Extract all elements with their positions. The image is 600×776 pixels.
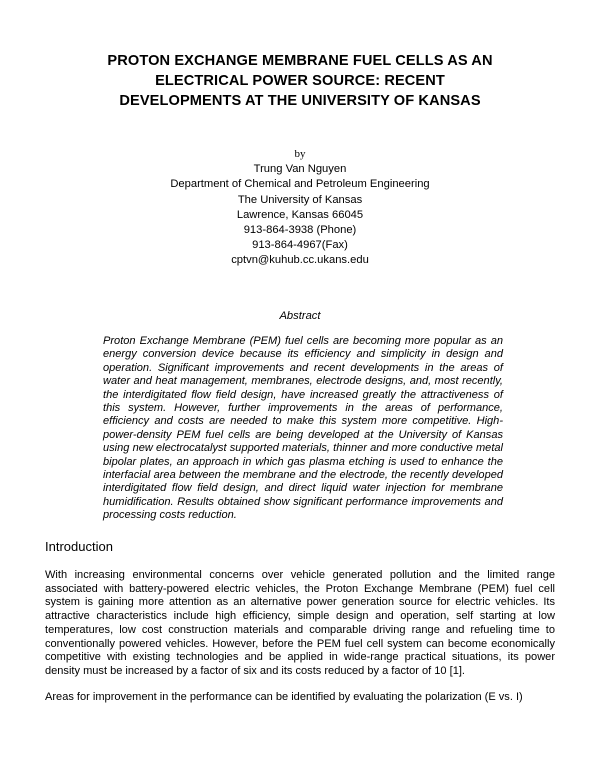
title-line-3: DEVELOPMENTS AT THE UNIVERSITY OF KANSAS	[119, 93, 481, 109]
author-email: cptvn@kuhub.cc.ukans.edu	[231, 254, 369, 267]
introduction-paragraph-2: Areas for improvement in the performance can be identified by evaluating the polarization (E vs. I)	[45, 691, 523, 703]
abstract-body: Proton Exchange Membrane (PEM) fuel cells are becoming more popular as an energy conversion device because its efficiency and simplicity in design and operation. Significant improvements and recent developments in the areas of water and heat management, membranes, electrode designs, and, most recently, the interdigitated flow field design, have increased greatly the attractiveness of this system. However, further improvements in the areas of performance, efficiency and costs are needed to make this system more competitive. High-power-density PEM fuel cells are being developed at the University of Kansas using new electrocatalyst supported materials, thinner and more conductive metal bipolar plates, an approach in which gas plasma etching is used to enhance the interfacial area between the membrane and the electrode, the recently developed interdigitated flow field design, and direct liquid water injection for membrane humidification. Results obtained show significant performance improvements and processing costs reduction.	[103, 335, 503, 522]
author-name: Trung Van Nguyen	[253, 163, 347, 176]
author-block	[100, 147, 500, 269]
title-line-1: PROTON EXCHANGE MEMBRANE FUEL CELLS AS AN	[107, 53, 493, 69]
title-line-2: ELECTRICAL POWER SOURCE: RECENT	[155, 73, 445, 89]
author-fax: 913-864-4967(Fax)	[252, 239, 348, 252]
author-location: Lawrence, Kansas 66045	[236, 208, 364, 221]
author-university: The University of Kansas	[237, 193, 363, 206]
paper-title	[60, 51, 540, 111]
introduction-heading: Introduction	[45, 539, 113, 554]
author-phone: 913-864-3938 (Phone)	[243, 224, 357, 237]
author-department: Department of Chemical and Petroleum Engineering	[170, 178, 430, 191]
introduction-paragraph-1: With increasing environmental concerns over vehicle generated pollution and the limited range associated with battery-powered electric vehicles, the Proton Exchange Membrane (PEM) fuel cell system is gaining more attention as an alternative power generation source for electric vehicles. Its attractive characteristics include high efficiency, simple design and operation, self starting at low temperatures, low cost construction materials and comparable driving range and refueling time to conventionally powered vehicles. However, before the PEM fuel cell system can become economically competitive with existing technologies and be applied in wide-range practical situations, its power density must be increased by a factor of six and its costs reduced by a factor of 10 [1].	[45, 569, 555, 677]
abstract-heading: Abstract	[279, 310, 321, 322]
by-line: by	[294, 148, 306, 160]
